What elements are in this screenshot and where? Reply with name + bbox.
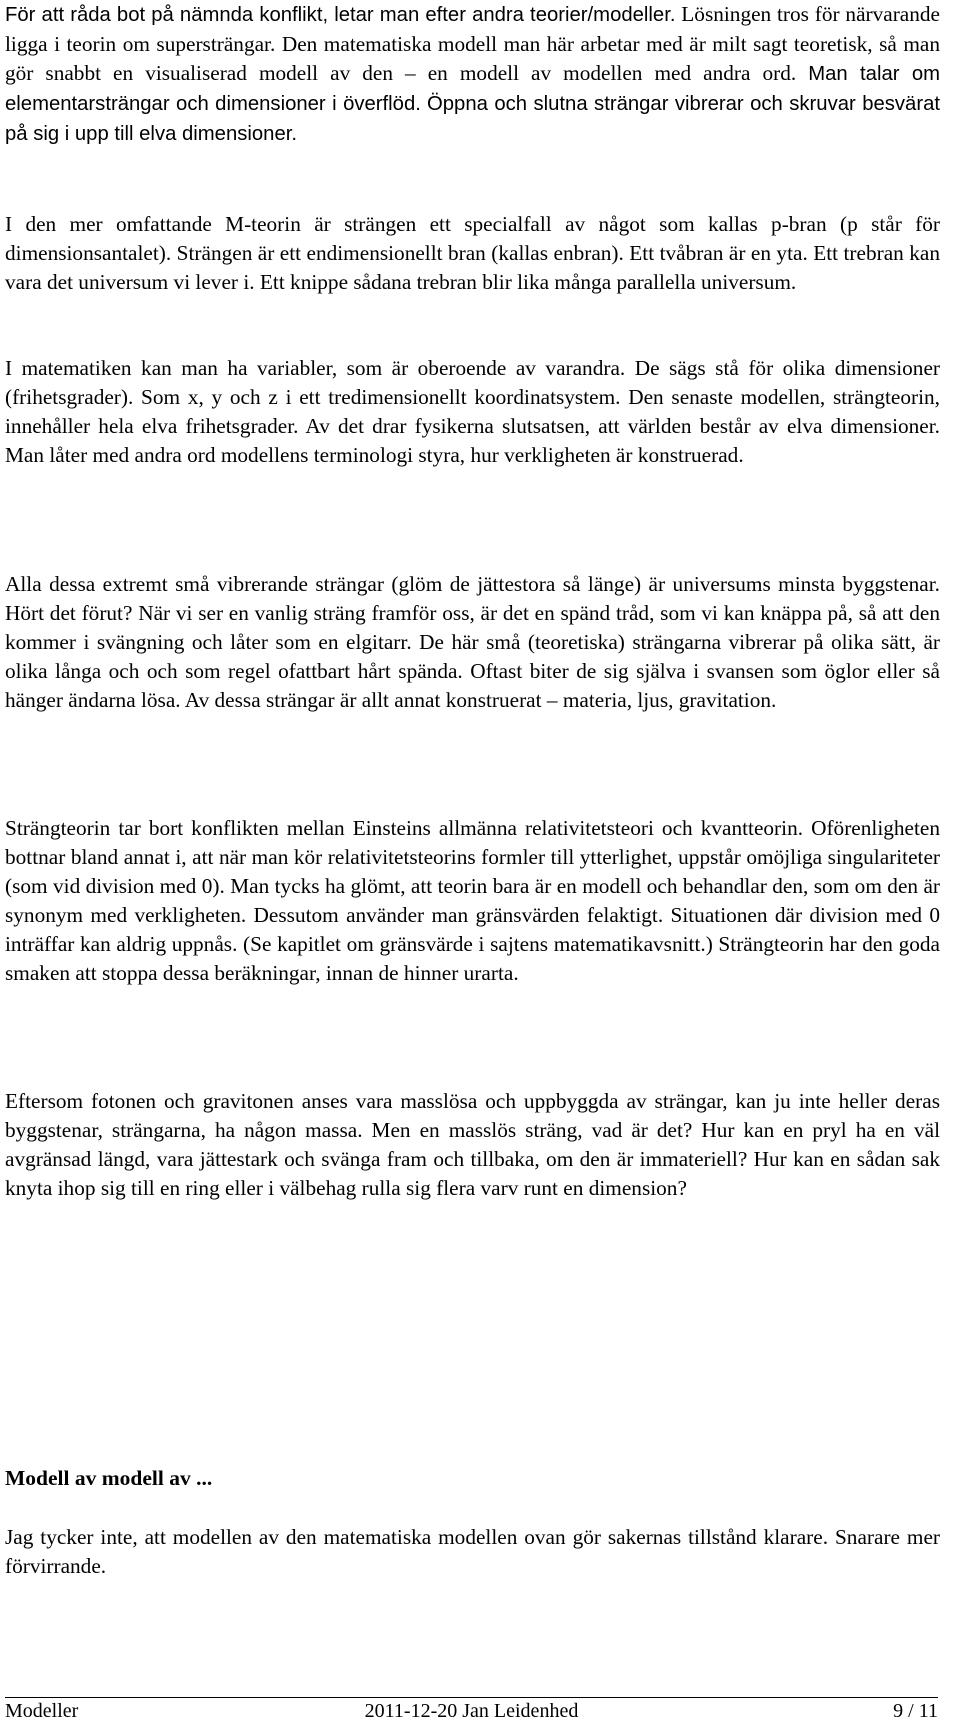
footer-date-author: 2011-12-20 Jan Leidenhed [364,1700,579,1722]
paragraph-4: Alla dessa extremt små vibrerande strängar (glöm de jättestora så länge) är universums minsta byggstenar. Hört det förut? När vi ser en vanlig sträng framför oss, är det en spänd tråd, som vi kan knäppa på, så att den kommer i svängning och låter som en elgitarr. De här små (teoretiska) strängarna vibrerar på olika sätt, är olika långa och och som regel ofattbart hårt spända. Oftast biter de sig själva i svansen som öglor eller så hänger ändarna lösa. Av dessa strängar är allt annat konstruerat – materia, ljus, gravitation. [5,572,940,712]
paragraph-1-sentence-5: Öppna och slutna strängar vibrerar och skruvar besvärat på sig i upp till elva dimensioner. [5,93,940,145]
paragraph-5: Strängteorin tar bort konflikten mellan Einsteins allmänna relativitetsteori och kvantteorin. Oförenligheten bottnar bland annat i, att när man kör relativitetsteorins formler till ytterlighet, uppstår omöjliga singulariteter (som vid division med 0). Man tycks ha glömt, att teorin bara är en modell och behandlar den, som om den är synonym med verkligheten. Dessutom använder man gränsvärden felaktigt. Situationen där division med 0 inträffar kan aldrig uppnås. (Se kapitlet om gränsvärde i sajtens matematikavsnitt.) Strängteorin har den goda smaken att stoppa dessa beräkningar, innan de hinner urarta. [5,816,940,985]
paragraph-3: I matematiken kan man ha variabler, som är oberoende av varandra. De sägs stå för olika dimensioner (frihetsgrader). Som x, y och z i ett tredimensionellt koordinatsystem. Den senaste modellen, strängteorin, innehåller hela elva frihetsgrader. Av det drar fysikerna slutsatsen, att världen består av elva dimensioner. Man låter med andra ord modellens terminologi styra, hur verkligheten är konstruerad. [5,356,940,467]
footer-page-number: 9 / 11 [893,1700,938,1722]
paragraph-1-sentence-3: Den matematiska modell man här arbetar med är milt sagt teoretisk, så man gör snabbt en visualiserad modell av den – en modell av modellen med andra ord. [5,32,941,85]
paragraph-2: I den mer omfattande M-teorin är strängen ett specialfall av något som kallas p-bran (p står för dimensionsantalet). Strängen är ett endimensionellt bran (kallas enbran). Ett tvåbran är en yta. Ett trebran kan vara det universum vi lever i. Ett knippe sådana trebran blir lika många parallella universum. [5,212,940,294]
paragraph-1-sentence-2: Lösningen tros för närvarande ligga i teorin om supersträngar. [5,2,941,56]
footer-document-title: Modeller [5,1700,79,1722]
paragraph-6: Eftersom fotonen och gravitonen anses vara masslösa och uppbyggda av strängar, kan ju inte heller deras byggstenar, strängarna, ha någon massa. Men en masslös sträng, vad är det? Hur kan en pryl ha en väl avgränsad längd, vara jättestark och svänga fram och tillbaka, om den är immateriell? Hur kan en sådan sak knyta ihop sig till en ring eller i välbehag rulla sig flera varv runt en dimension? [5,1089,940,1200]
paragraph-1-sentence-4: Man talar om elementarsträngar och dimensioner i överflöd. [5,63,941,115]
paragraph-1 [5,0,940,149]
section-heading: Modell av modell av ... [5,1466,213,1490]
page-footer [5,1698,938,1724]
paragraph-1-sentence-1: För att råda bot på nämnda konflikt, letar man efter andra teorier/modeller. [5,4,676,26]
section-paragraph: Jag tycker inte, att modellen av den matematiska modellen ovan gör sakernas tillstånd klarare. Snarare mer förvirrande. [5,1525,940,1578]
